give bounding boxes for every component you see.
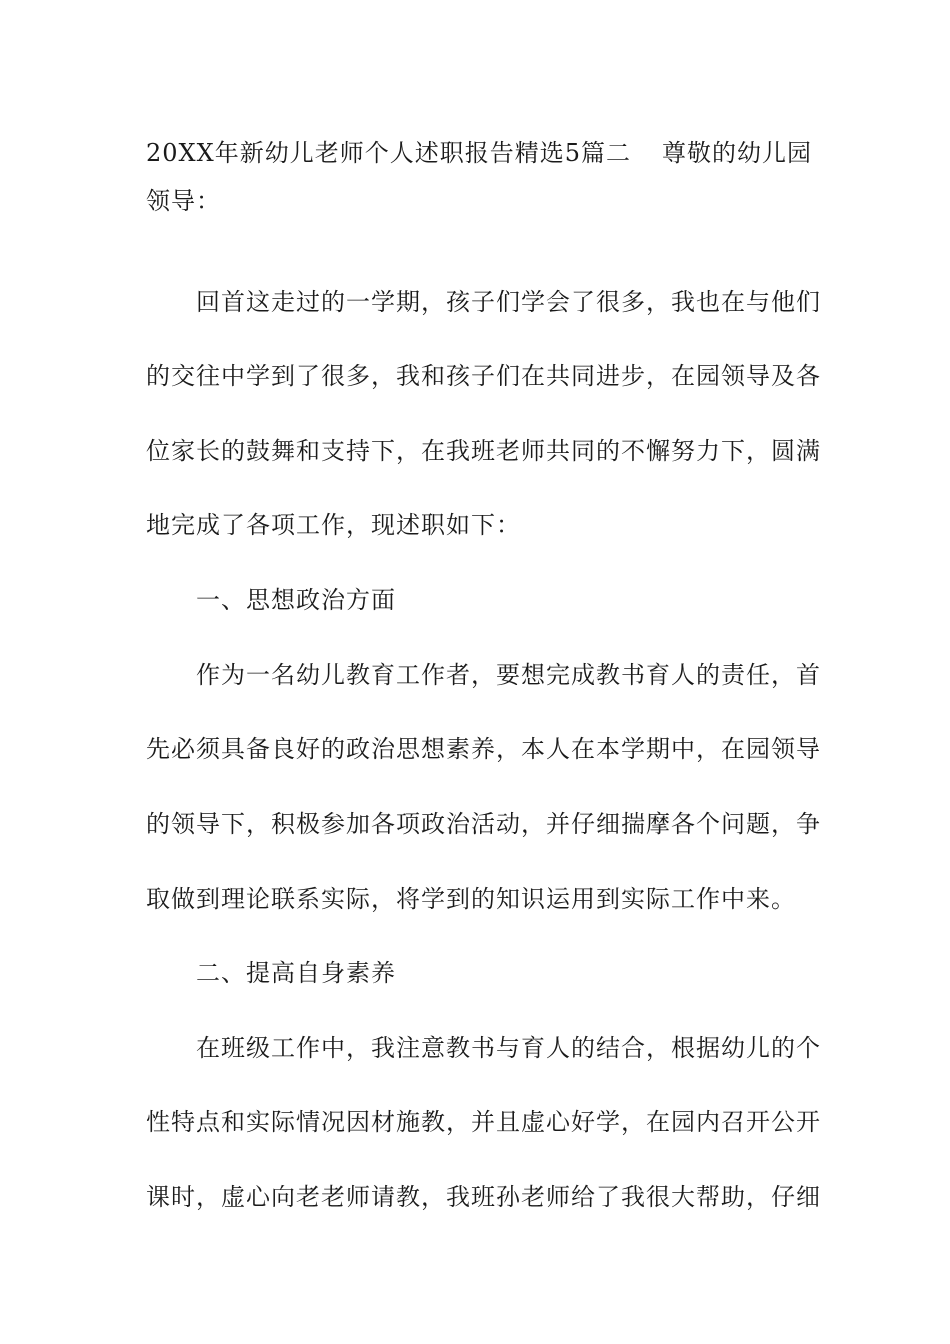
section-heading: 一、思想政治方面 [196,586,396,614]
paragraph-line: 课时，虚心向老老师请教，我班孙老师给了我很大帮助，仔细 [146,1183,821,1211]
paragraph-line: 的交往中学到了很多，我和孩子们在共同进步，在园领导及各 [146,362,821,390]
paragraph-line: 地完成了各项工作，现述职如下： [146,511,521,539]
paragraph-line: 作为一名幼儿教育工作者，要想完成教书育人的责任，首 [196,661,821,689]
salutation-part2: 领导： [146,187,221,215]
paragraph-line: 在班级工作中，我注意教书与育人的结合，根据幼儿的个 [196,1034,821,1062]
paragraph-line: 的领导下，积极参加各项政治活动，并仔细揣摩各个问题，争 [146,810,821,838]
salutation-part1: 尊敬的幼儿园 [662,139,812,167]
section-heading: 二、提高自身素养 [196,959,396,987]
document-title: 20XX年新幼儿老师个人述职报告精选5篇二 [146,139,631,167]
paragraph-line: 先必须具备良好的政治思想素养，本人在本学期中，在园领导 [146,735,821,763]
paragraph-line: 性特点和实际情况因材施教，并且虚心好学，在园内召开公开 [146,1108,821,1136]
paragraph-line: 取做到理论联系实际，将学到的知识运用到实际工作中来。 [146,885,796,913]
paragraph-line: 回首这走过的一学期，孩子们学会了很多，我也在与他们 [196,288,821,316]
paragraph-line: 位家长的鼓舞和支持下，在我班老师共同的不懈努力下，圆满 [146,437,821,465]
